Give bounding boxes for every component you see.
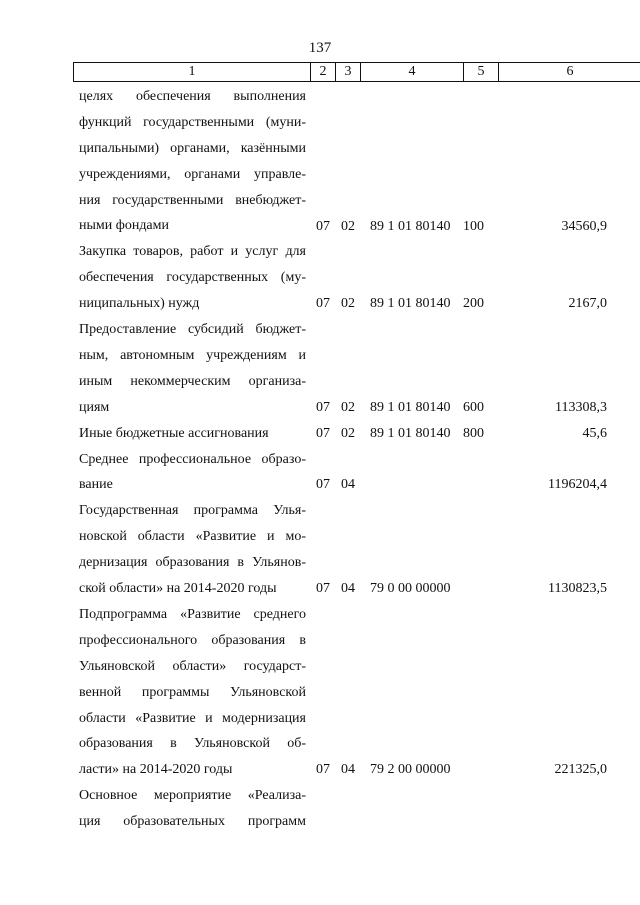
cell-expense-type: 600	[463, 399, 484, 415]
cell-expense-type: 100	[463, 218, 484, 234]
cell-amount: 45,6	[582, 425, 607, 441]
description-line: Подпрограмма «Развитие среднего	[79, 607, 306, 622]
row-description	[79, 421, 306, 447]
column-header-3: 3	[336, 63, 361, 82]
column-header-1: 1	[74, 63, 311, 82]
cell-section: 07	[316, 399, 330, 415]
cell-subsection: 02	[341, 425, 355, 441]
cell-section: 07	[316, 581, 330, 597]
description-line: Основное мероприятие «Реализа-	[79, 788, 306, 804]
description-line: ципальными) органами, казёнными	[79, 140, 306, 156]
cell-target-article: 89 1 01 80140	[370, 296, 451, 312]
row-description	[79, 317, 306, 421]
column-header-2: 2	[311, 63, 336, 82]
cell-amount: 221325,0	[554, 762, 607, 778]
description-line: профессионального образования в	[79, 632, 306, 648]
description-line: венной программы Ульяновской	[79, 684, 306, 700]
description-line: Государственная программа Улья-	[79, 503, 306, 519]
description-line: ным, автономным учреждениям и	[79, 347, 306, 363]
page-number: 137	[308, 40, 332, 56]
cell-target-article: 79 2 00 00000	[370, 762, 451, 778]
cell-subsection: 02	[341, 296, 355, 312]
cell-subsection: 02	[341, 399, 355, 415]
description-line: учреждениями, органами управле-	[79, 166, 306, 182]
row-description	[79, 84, 306, 239]
table-row	[0, 84, 640, 239]
description-line: ской области» на 2014-2020 годы	[79, 581, 277, 597]
cell-amount: 2167,0	[568, 296, 607, 312]
cell-target-article: 79 0 00 00000	[370, 581, 451, 597]
table-row	[0, 421, 640, 447]
description-line: целях обеспечения выполнения	[79, 89, 306, 104]
description-line: ниципальных) нужд	[79, 296, 200, 312]
column-header-6: 6	[499, 63, 640, 82]
description-line: образования в Ульяновской об-	[79, 736, 306, 752]
cell-expense-type: 800	[463, 425, 484, 441]
cell-section: 07	[316, 296, 330, 312]
cell-amount: 1196204,4	[548, 477, 607, 493]
table-row	[0, 783, 640, 835]
description-line: вание	[79, 477, 113, 493]
table-row	[0, 317, 640, 421]
description-line: Закупка товаров, работ и услуг для	[79, 244, 306, 260]
description-line: дернизация образования в Ульянов-	[79, 555, 306, 571]
table-row	[0, 602, 640, 783]
row-description	[79, 447, 306, 499]
description-line: Предоставление субсидий бюджет-	[79, 322, 306, 338]
cell-target-article: 89 1 01 80140	[370, 218, 451, 234]
row-description	[79, 239, 306, 317]
description-line: Иные бюджетные ассигнования	[79, 425, 269, 441]
description-line: Среднее профессиональное образо-	[79, 451, 306, 467]
cell-section: 07	[316, 425, 330, 441]
cell-subsection: 04	[341, 762, 355, 778]
cell-expense-type: 200	[463, 296, 484, 312]
description-line: области «Развитие и модернизация	[79, 710, 306, 726]
description-line: ными фондами	[79, 218, 170, 234]
description-line: ния государственными внебюджет-	[79, 192, 306, 208]
table-row	[0, 447, 640, 499]
cell-subsection: 04	[341, 477, 355, 493]
description-line: обеспечения государственных (му-	[79, 270, 306, 286]
cell-target-article: 89 1 01 80140	[370, 399, 451, 415]
description-line: новской области «Развитие и мо-	[79, 529, 306, 545]
description-line: циям	[79, 399, 110, 415]
cell-amount: 1130823,5	[548, 581, 607, 597]
row-description	[79, 498, 306, 602]
cell-section: 07	[316, 477, 330, 493]
table-row	[0, 498, 640, 602]
description-line: ция образовательных программ	[79, 814, 306, 830]
row-description	[79, 783, 306, 835]
column-header-4: 4	[361, 63, 464, 82]
cell-subsection: 02	[341, 218, 355, 234]
description-line: ласти» на 2014-2020 годы	[79, 762, 233, 778]
cell-target-article: 89 1 01 80140	[370, 425, 451, 441]
cell-subsection: 04	[341, 581, 355, 597]
description-line: функций государственными (муни-	[79, 114, 306, 130]
cell-amount: 34560,9	[561, 218, 607, 234]
description-line: иным некоммерческим организа-	[79, 373, 306, 389]
description-line: Ульяновской области» государст-	[79, 658, 306, 674]
column-header-5: 5	[464, 63, 499, 82]
cell-section: 07	[316, 218, 330, 234]
table-row	[0, 239, 640, 317]
cell-amount: 113308,3	[555, 399, 607, 415]
row-description	[79, 602, 306, 783]
cell-section: 07	[316, 762, 330, 778]
